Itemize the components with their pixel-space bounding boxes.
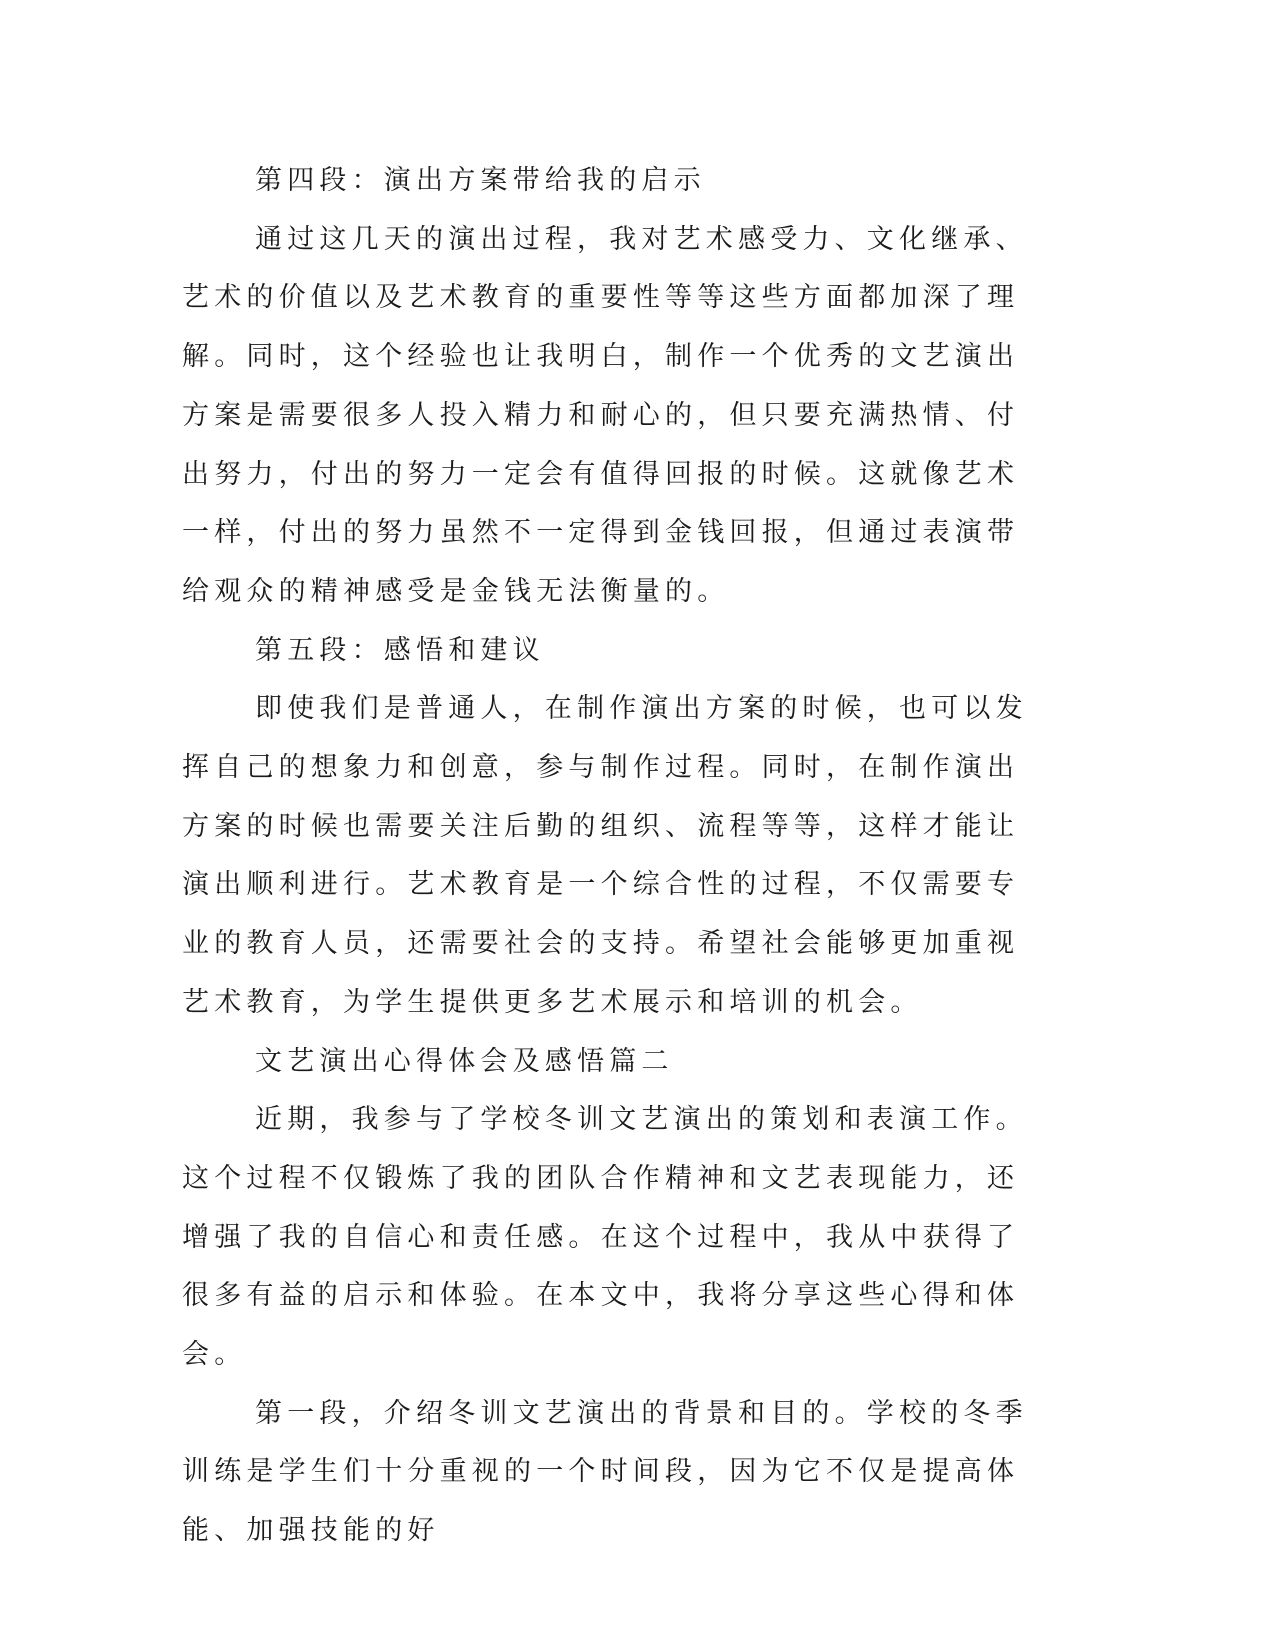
body-paragraph: 通过这几天的演出过程，我对艺术感受力、文化继承、艺术的价值以及艺术教育的重要性等等这些方面都加深了理解。同时，这个经验也让我明白，制作一个优秀的文艺演出方案是需要很多人投入精力和耐心的，但只要充满热情、付出努力，付出的努力一定会有值得回报的时候。这就像艺术一样，付出的努力虽然不一定得到金钱回报，但通过表演带给观众的精神感受是金钱无法衡量的。 xyxy=(182,223,1028,607)
document-body xyxy=(182,152,1032,1561)
article-title-part-2: 文艺演出心得体会及感悟篇二 xyxy=(255,1045,674,1077)
body-paragraph: 第一段，介绍冬训文艺演出的背景和目的。学校的冬季训练是学生们十分重视的一个时间段，因为它不仅是提高体能、加强技能的好 xyxy=(182,1397,1028,1547)
section-heading-5: 第五段：感悟和建议 xyxy=(255,634,545,666)
section-heading-4: 第四段：演出方案带给我的启示 xyxy=(255,165,706,196)
body-paragraph: 即使我们是普通人，在制作演出方案的时候，也可以发挥自己的想象力和创意，参与制作过程。同时，在制作演出方案的时候也需要关注后勤的组织、流程等等，这样才能让演出顺利进行。艺术教育是一个综合性的过程，不仅需要专业的教育人员，还需要社会的支持。希望社会能够更加重视艺术教育，为学生提供更多艺术展示和培训的机会。 xyxy=(182,693,1028,1018)
body-paragraph: 近期，我参与了学校冬训文艺演出的策划和表演工作。这个过程不仅锻炼了我的团队合作精神和文艺表现能力，还增强了我的自信心和责任感。在这个过程中，我从中获得了很多有益的启示和体验。在本文中，我将分享这些心得和体会。 xyxy=(182,1104,1028,1371)
